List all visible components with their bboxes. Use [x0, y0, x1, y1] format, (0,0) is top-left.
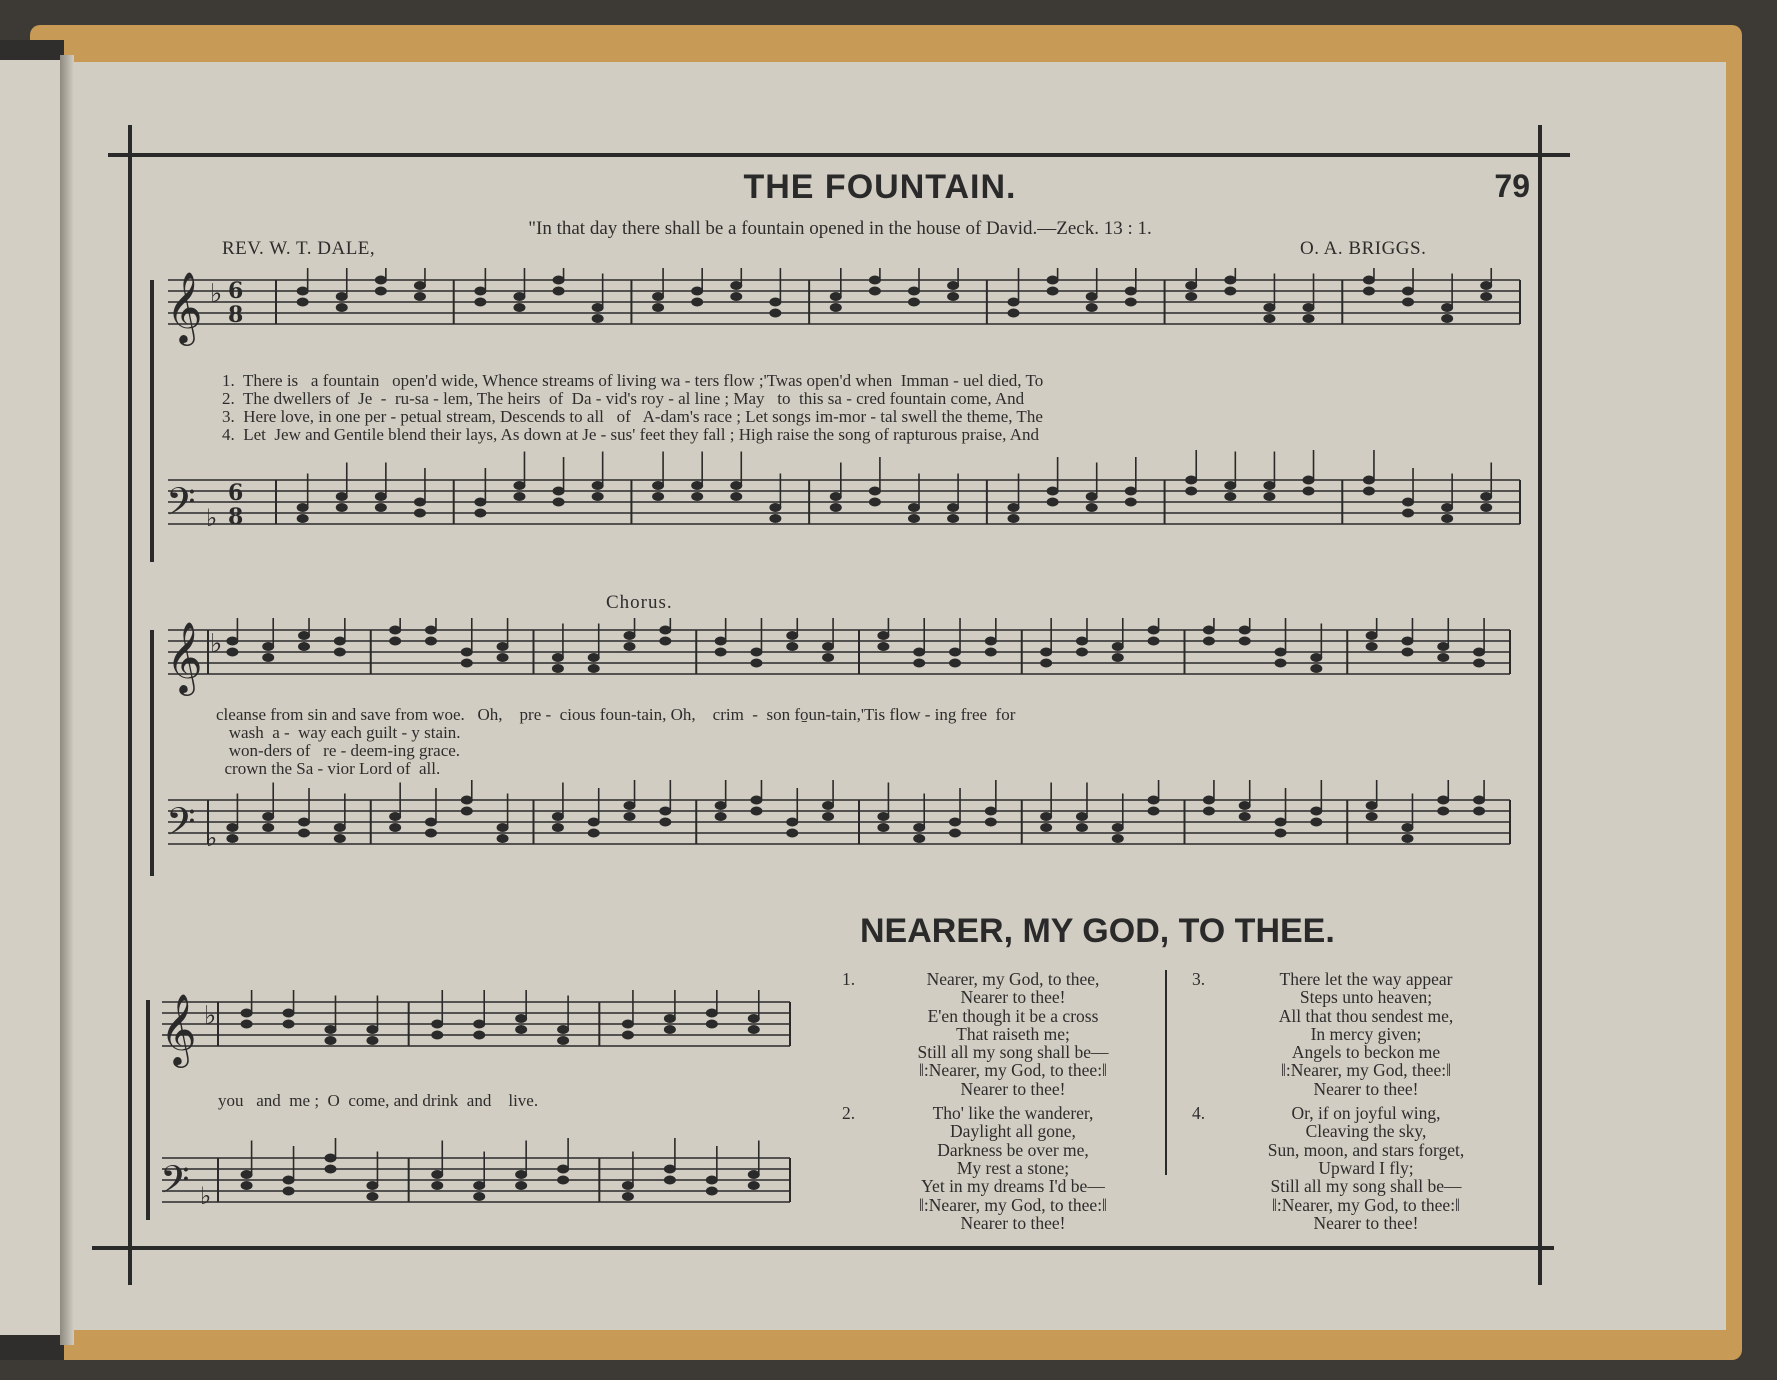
note-head	[1047, 287, 1059, 296]
note-head	[552, 823, 564, 832]
note-head	[461, 659, 473, 668]
lyric-verse-3: 3. Here love, in one per - petual stream, Descends to all of A-dam's race ; Let songs im-mor - tal swell the theme, The	[222, 407, 1043, 426]
flat-icon: ♭	[210, 279, 223, 309]
lyricist-credit: REV. W. T. DALE,	[222, 238, 376, 259]
note-head	[324, 1165, 336, 1174]
note-head	[869, 498, 881, 507]
note-head	[375, 287, 387, 296]
note-head	[592, 314, 604, 323]
flat-icon: ♭	[204, 1001, 217, 1031]
note-head	[1076, 648, 1088, 657]
note-head	[324, 1036, 336, 1045]
note-head	[474, 509, 486, 518]
left-frame-rule	[128, 125, 132, 1285]
note-head	[1148, 637, 1160, 646]
note-head	[366, 1192, 378, 1201]
note-head	[473, 1031, 485, 1040]
note-head	[908, 514, 920, 523]
verse-column-left	[842, 970, 1162, 1238]
note-head	[1366, 642, 1378, 651]
note-head	[750, 807, 762, 816]
verse-3: 3. There let the way appear Steps unto heaven; All that thou sendest me, In mercy given; Angels to beckon me ‖:Nearer, my God, thee:‖ Nearer to thee!	[1192, 969, 1454, 1099]
note-head	[1076, 823, 1088, 832]
note-head	[1203, 637, 1215, 646]
lyric-verse-4-end: crown the Sa - vior Lord of all.	[216, 759, 441, 778]
verse-column-right	[1192, 970, 1522, 1238]
note-head	[297, 298, 309, 307]
note-head	[1263, 492, 1275, 501]
note-head	[553, 287, 565, 296]
note-head	[1086, 492, 1098, 501]
note-head	[947, 292, 959, 301]
note-head	[877, 642, 889, 651]
system1-treble-staff	[148, 268, 1523, 358]
note-head	[1040, 648, 1052, 657]
note-head	[664, 1025, 676, 1034]
lyric-verse-2: 2. The dwellers of Je - ru-sa - lem, The heirs of Da - vid's roy - al line ; May to this sa - cred fountain come, And	[222, 389, 1025, 408]
note-head	[750, 659, 762, 668]
note-head	[908, 298, 920, 307]
note-head	[431, 1181, 443, 1190]
note-head	[298, 642, 310, 651]
note-head	[748, 1181, 760, 1190]
svg-text:6: 6	[228, 480, 244, 506]
note-head	[334, 834, 346, 843]
note-head	[1112, 642, 1124, 651]
note-head	[1076, 637, 1088, 646]
note-head	[1239, 812, 1251, 821]
note-head	[1148, 626, 1160, 635]
flat-icon: ♭	[200, 1182, 212, 1210]
note-head	[1303, 487, 1315, 496]
note-head	[1112, 834, 1124, 843]
right-frame-rule	[1538, 125, 1542, 1285]
note-head	[830, 503, 842, 512]
verse-4: 4. Or, if on joyful wing, Cleaving the sky, Sun, moon, and stars forget, Upward I fly; Still all my song shall be— ‖:Nearer, my God, to thee:‖ Nearer to thee!	[1192, 1103, 1465, 1233]
note-head	[515, 1025, 527, 1034]
note-head	[624, 642, 636, 651]
note-head	[226, 834, 238, 843]
note-head	[552, 812, 564, 821]
note-head	[262, 823, 274, 832]
note-head	[515, 1181, 527, 1190]
note-head	[1402, 509, 1414, 518]
note-head	[1275, 829, 1287, 838]
note-head	[283, 1020, 295, 1029]
note-head	[1076, 812, 1088, 821]
note-head	[226, 648, 238, 657]
note-head	[1224, 287, 1236, 296]
hymn-title: THE FOUNTAIN.	[743, 168, 1017, 206]
note-head	[1125, 487, 1137, 496]
note-head	[652, 303, 664, 312]
note-head	[1363, 487, 1375, 496]
note-head	[1086, 503, 1098, 512]
note-head	[1047, 276, 1059, 285]
scripture-epigraph: "In that day there shall be a fountain opened in the house of David.—Zeck. 13 : 1.	[528, 218, 1152, 239]
note-head	[786, 829, 798, 838]
note-head	[389, 637, 401, 646]
note-head	[1363, 287, 1375, 296]
lyric-verse-4: 4. Let Jew and Gentile blend their lays, As down at Je - sus' feet they fall ; High raise the song of rapturous praise, And	[222, 425, 1039, 444]
verse-2: 2. Tho' like the wanderer, Daylight all gone, Darkness be over me, My rest a stone; Yet in my dreams I'd be— ‖:Nearer, my God, to thee:‖ Nearer to thee!	[842, 1103, 1107, 1233]
note-head	[513, 492, 525, 501]
flat-icon: ♭	[206, 824, 218, 852]
note-head	[1112, 823, 1124, 832]
system2-treble-staff	[148, 618, 1523, 708]
note-head	[366, 1036, 378, 1045]
note-head	[425, 637, 437, 646]
note-head	[622, 1192, 634, 1201]
note-head	[1473, 659, 1485, 668]
verse-1: 1. Nearer, my God, to thee, Nearer to thee! E'en though it be a cross That raiseth me; Still all my song shall be— ‖:Nearer, my God, to thee:‖ Nearer to thee!	[842, 969, 1109, 1099]
note-head	[830, 303, 842, 312]
system1-lyrics	[222, 372, 1043, 444]
note-head	[1148, 807, 1160, 816]
note-head	[1047, 498, 1059, 507]
note-head	[283, 1187, 295, 1196]
note-head	[1310, 664, 1322, 673]
note-head	[1112, 653, 1124, 662]
note-head	[431, 1031, 443, 1040]
note-head	[1185, 487, 1197, 496]
note-head	[1441, 314, 1453, 323]
note-head	[1224, 492, 1236, 501]
bass-clef-icon: 𝄢	[160, 1157, 190, 1211]
lyric-final-line: you and me ; O come, and drink and live.	[218, 1091, 539, 1110]
system3-treble-staff	[148, 990, 808, 1080]
note-head	[1008, 514, 1020, 523]
note-head	[1008, 309, 1020, 318]
note-head	[1437, 653, 1449, 662]
system1-brace	[150, 280, 154, 562]
note-head	[624, 801, 636, 810]
note-head	[1239, 637, 1251, 646]
note-head	[769, 514, 781, 523]
note-head	[1040, 823, 1052, 832]
note-head	[1125, 287, 1137, 296]
note-head	[552, 653, 564, 662]
note-head	[1401, 648, 1413, 657]
note-head	[592, 481, 604, 490]
bass-clef-icon: 𝄢	[166, 799, 196, 853]
system2-brace	[150, 630, 154, 876]
note-head	[298, 829, 310, 838]
note-head	[552, 664, 564, 673]
note-head	[414, 509, 426, 518]
bass-notes-system3	[218, 1138, 790, 1202]
note-head	[715, 812, 727, 821]
note-head	[241, 1181, 253, 1190]
note-head	[588, 664, 600, 673]
note-head	[652, 492, 664, 501]
bass-clef-icon: 𝄢	[166, 479, 196, 533]
system2-bass-staff	[148, 780, 1523, 890]
page-gutter-shadow	[60, 55, 74, 1345]
note-head	[1480, 292, 1492, 301]
system2-lyrics	[216, 706, 1015, 778]
note-head	[1401, 834, 1413, 843]
note-head	[1125, 498, 1137, 507]
note-head	[913, 834, 925, 843]
note-head	[877, 823, 889, 832]
note-head	[786, 642, 798, 651]
note-head	[706, 1187, 718, 1196]
note-head	[1203, 807, 1215, 816]
page-number: 79	[1494, 168, 1530, 204]
note-head	[557, 1036, 569, 1045]
treble-notes-system1	[276, 268, 1520, 324]
note-head	[497, 834, 509, 843]
treble-notes-system3	[218, 990, 790, 1046]
time-signature: 6	[228, 278, 244, 304]
note-head	[622, 1031, 634, 1040]
note-head	[913, 659, 925, 668]
note-head	[1040, 659, 1052, 668]
note-head	[730, 492, 742, 501]
note-head	[1263, 314, 1275, 323]
note-head	[553, 487, 565, 496]
bass-notes-system2	[208, 780, 1510, 844]
note-head	[1125, 298, 1137, 307]
note-head	[553, 276, 565, 285]
note-head	[691, 492, 703, 501]
note-head	[592, 303, 604, 312]
note-head	[557, 1176, 569, 1185]
note-head	[624, 631, 636, 640]
note-head	[414, 292, 426, 301]
note-head	[1310, 818, 1322, 827]
note-head	[553, 498, 565, 507]
note-head	[1366, 812, 1378, 821]
note-head	[1402, 298, 1414, 307]
note-head	[425, 829, 437, 838]
note-head	[691, 298, 703, 307]
svg-text:8: 8	[228, 302, 244, 328]
note-head	[241, 1020, 253, 1029]
note-head	[1437, 807, 1449, 816]
flat-icon: ♭	[206, 504, 218, 532]
system1-bass-staff	[148, 450, 1523, 560]
note-head	[1480, 503, 1492, 512]
note-head	[461, 807, 473, 816]
note-head	[949, 829, 961, 838]
note-head	[985, 818, 997, 827]
note-head	[715, 648, 727, 657]
note-head	[748, 1025, 760, 1034]
treble-clef-icon: 𝄞	[160, 992, 197, 1065]
note-head	[822, 812, 834, 821]
note-head	[513, 303, 525, 312]
note-head	[985, 648, 997, 657]
note-head	[659, 637, 671, 646]
note-head	[947, 514, 959, 523]
note-head	[297, 514, 309, 523]
note-head	[334, 648, 346, 657]
verse-column-divider	[1165, 970, 1167, 1175]
note-head	[1473, 807, 1485, 816]
note-head	[730, 292, 742, 301]
system3-lyrics	[218, 1092, 538, 1110]
note-head	[588, 829, 600, 838]
note-head	[1275, 659, 1287, 668]
note-head	[389, 823, 401, 832]
lyric-verse-3-end: won-ders of re - deem-ing grace.	[216, 741, 461, 760]
treble-clef-icon: 𝄞	[166, 620, 203, 693]
flat-icon: ♭	[210, 629, 223, 659]
system3-bass-staff	[148, 1138, 808, 1248]
note-head	[822, 653, 834, 662]
note-head	[664, 1176, 676, 1185]
note-head	[336, 503, 348, 512]
note-head	[1086, 292, 1098, 301]
note-head	[1040, 812, 1052, 821]
note-head	[624, 812, 636, 821]
treble-notes-system2	[208, 618, 1510, 674]
treble-clef-icon: 𝄞	[166, 270, 203, 343]
lyric-verse-2-end: wash a - way each guilt - y stain.	[216, 723, 461, 742]
note-head	[1086, 303, 1098, 312]
note-head	[497, 653, 509, 662]
note-head	[336, 303, 348, 312]
top-frame-rule	[108, 153, 1570, 157]
note-head	[375, 503, 387, 512]
note-head	[659, 818, 671, 827]
note-head	[262, 653, 274, 662]
note-head	[473, 1192, 485, 1201]
note-head	[592, 492, 604, 501]
system3-brace	[146, 1000, 150, 1220]
lyric-chorus-line: cleanse from sin and save from woe. Oh, pre - cious foun-tain, Oh, crim - son fo̱un-tain,'Tis flow - ing free for	[216, 705, 1016, 724]
lyric-verse-1: 1. There is a fountain open'd wide, Whence streams of living wa - ters flow ;'Twas open'd when Imman - uel died, To	[222, 371, 1044, 390]
note-head	[474, 298, 486, 307]
composer-credit: O. A. BRIGGS.	[1300, 238, 1427, 259]
note-head	[1185, 292, 1197, 301]
note-head	[949, 659, 961, 668]
note-head	[869, 287, 881, 296]
note-head	[706, 1020, 718, 1029]
note-head	[1441, 514, 1453, 523]
note-head	[1148, 796, 1160, 805]
note-head	[1047, 487, 1059, 496]
note-head	[1303, 314, 1315, 323]
note-head	[769, 309, 781, 318]
second-hymn-title: NEARER, MY GOD, TO THEE.	[860, 912, 1335, 950]
chorus-label: Chorus.	[606, 592, 673, 613]
svg-text:8: 8	[228, 504, 244, 530]
